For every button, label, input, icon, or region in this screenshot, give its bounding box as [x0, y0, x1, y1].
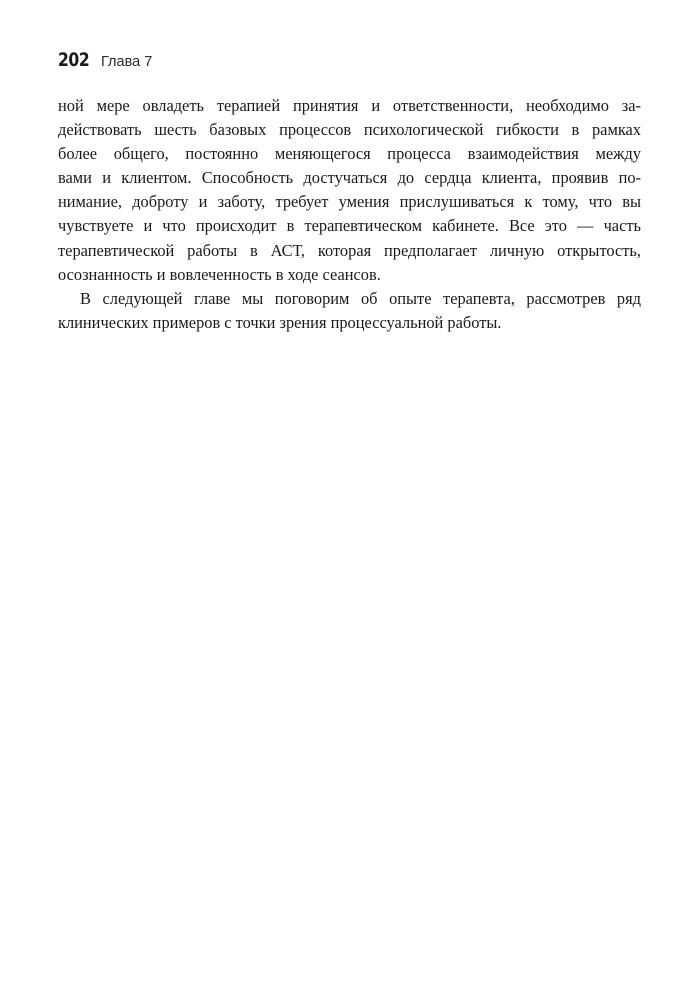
text-line: вами и клиентом. Способность достучаться до сердца клиента, проявив по- — [58, 168, 641, 188]
text-line: терапевтической работы в АСТ, которая предполагает личную открытость, — [58, 240, 641, 260]
text-line: нимание, доброту и заботу, требует умения прислушиваться к тому, что вы — [58, 192, 641, 212]
text-line: ной мере овладеть терапией принятия и ответственности, необходимо за- — [58, 96, 641, 115]
paragraph-2 — [58, 287, 641, 335]
text-line: чувствуете и что происходит в терапевтическом кабинете. Все это — часть — [58, 216, 641, 236]
paragraph-1 — [58, 94, 641, 287]
running-header — [58, 49, 152, 71]
chapter-title: Глава 7 — [101, 54, 153, 70]
text-line: действовать шесть базовых процессов психологической гибкости в рамках — [58, 120, 641, 140]
text-line: В следующей главе мы поговорим об опыте терапевта, рассмотрев ряд — [80, 288, 641, 308]
text-line: более общего, постоянно меняющегося процесса взаимодействия между — [58, 144, 641, 164]
text-line: осознанность и вовлеченность в ходе сеансов. — [58, 264, 381, 284]
page-number: 202 — [58, 49, 90, 71]
text-line: клинических примеров с точки зрения процессуальной работы. — [58, 312, 502, 332]
body-text — [58, 94, 641, 335]
